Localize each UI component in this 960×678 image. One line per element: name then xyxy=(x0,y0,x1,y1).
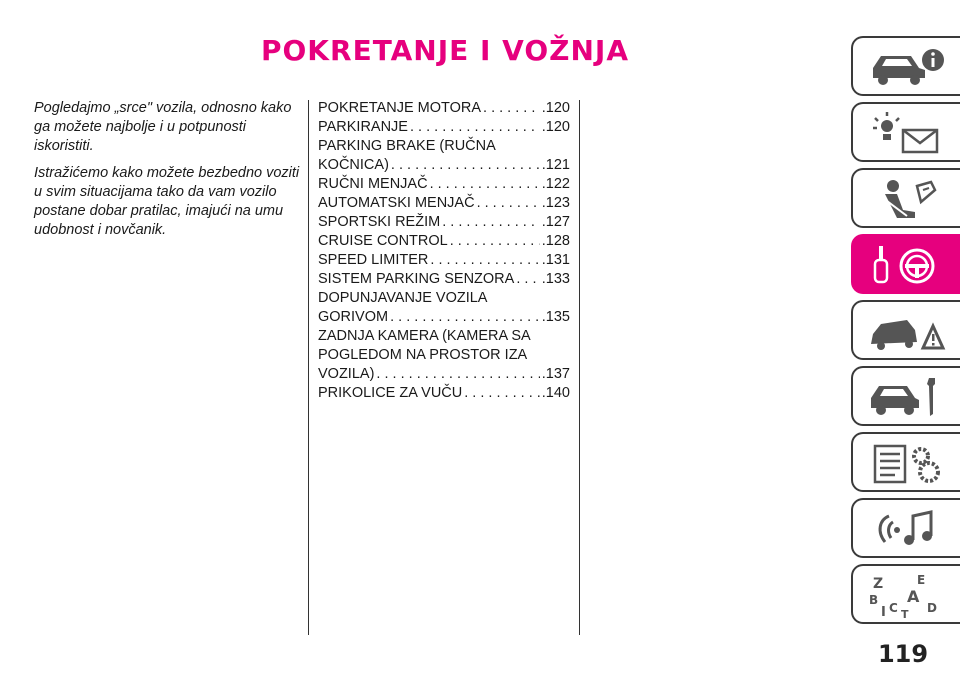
toc-entry-title: CRUISE CONTROL xyxy=(318,233,448,249)
toc-entry-line xyxy=(318,365,570,384)
toc-page-number: .135 xyxy=(541,309,570,325)
toc-dot-leader xyxy=(516,270,539,289)
index-letter: E xyxy=(917,573,926,587)
car-maintenance-icon xyxy=(867,374,947,420)
toc-entry-title: VOZILA) xyxy=(318,366,375,382)
toc-entry[interactable] xyxy=(318,327,570,384)
toc-entry-title: SISTEM PARKING SENZORA xyxy=(318,271,515,287)
toc-entry-title-line: PARKING BRAKE (RUČNA xyxy=(318,138,496,154)
toc-entry-line xyxy=(318,156,570,175)
toc-page-number: .140 xyxy=(541,385,570,401)
tab-starting-and-driving[interactable] xyxy=(851,234,960,294)
toc-entry-title: RUČNI MENJAČ xyxy=(318,176,428,192)
index-letter: Z xyxy=(873,576,884,592)
tab-index[interactable] xyxy=(851,564,960,624)
intro-paragraph: Istražićemo kako možete bezbedno voziti u svim situacijama tako da vam vozilo postane dobar pratilac, imajući na umu udobnost i novčanik. xyxy=(34,165,300,238)
page-number: 119 xyxy=(877,640,929,668)
tab-warning-lights[interactable] xyxy=(851,102,960,162)
toc-page-number: .120 xyxy=(541,119,570,135)
toc-dot-leader xyxy=(376,365,539,384)
toc-page-number: .122 xyxy=(541,176,570,192)
toc-page-number: .120 xyxy=(541,100,570,116)
tab-maintenance[interactable] xyxy=(851,366,960,426)
index-letter: D xyxy=(927,601,937,615)
toc-dot-leader xyxy=(477,194,540,213)
toc-entry[interactable] xyxy=(318,99,570,118)
toc-entry-line xyxy=(318,251,570,270)
column-divider xyxy=(308,100,309,635)
toc-entry-line xyxy=(318,213,570,232)
toc-entry[interactable] xyxy=(318,137,570,175)
alphabetical-index-icon xyxy=(867,572,947,618)
toc-entry-title-line: POGLEDOM NA PROSTOR IZA xyxy=(318,347,528,363)
toc-page-number: .123 xyxy=(541,195,570,211)
toc-entry-line xyxy=(318,99,570,118)
toc-entry-title: AUTOMATSKI MENJAČ xyxy=(318,195,475,211)
toc-entry[interactable] xyxy=(318,175,570,194)
warning-lights-icon xyxy=(867,110,947,156)
car-emergency-icon xyxy=(867,308,947,354)
toc-entry-line xyxy=(318,384,570,403)
toc-dot-leader xyxy=(483,99,540,118)
toc-entry-line xyxy=(318,175,570,194)
table-of-contents xyxy=(318,99,570,403)
toc-page-number: .131 xyxy=(541,252,570,268)
toc-page-number: .128 xyxy=(541,233,570,249)
tab-car-info[interactable] xyxy=(851,36,960,96)
key-steering-wheel-icon xyxy=(867,242,947,288)
index-letter: C xyxy=(889,601,898,615)
toc-entry[interactable] xyxy=(318,251,570,270)
toc-entry-line xyxy=(318,308,570,327)
toc-dot-leader xyxy=(450,232,540,251)
toc-dot-leader xyxy=(442,213,540,232)
toc-page-number: .127 xyxy=(541,214,570,230)
toc-dot-leader xyxy=(430,251,539,270)
toc-entry-title: SPORTSKI REŽIM xyxy=(318,214,441,230)
toc-entry-title: PARKIRANJE xyxy=(318,119,408,135)
toc-entry-title: GORIVOM xyxy=(318,309,389,325)
toc-page-number: .133 xyxy=(541,271,570,287)
toc-dot-leader xyxy=(464,384,540,403)
tab-emergency[interactable] xyxy=(851,300,960,360)
toc-entry-line xyxy=(318,270,570,289)
toc-entry-title: SPEED LIMITER xyxy=(318,252,429,268)
seat-safety-icon xyxy=(867,176,947,222)
technical-data-icon xyxy=(867,440,947,486)
toc-entry[interactable] xyxy=(318,194,570,213)
multimedia-icon xyxy=(867,506,947,552)
toc-entry-title: KOČNICA) xyxy=(318,157,389,173)
tab-seat-safety[interactable] xyxy=(851,168,960,228)
toc-entry[interactable] xyxy=(318,232,570,251)
toc-entry-title-line: DOPUNJAVANJE VOZILA xyxy=(318,290,488,306)
tab-technical-data[interactable] xyxy=(851,432,960,492)
index-letter: I xyxy=(881,605,886,618)
index-letter: T xyxy=(901,608,909,618)
intro-paragraph: Pogledajmo „srce" vozila, odnosno kako ga možete najbolje i u potpunosti iskoristiti. xyxy=(34,100,292,154)
toc-page-number: .121 xyxy=(541,157,570,173)
car-info-icon xyxy=(867,44,947,90)
index-letter: B xyxy=(869,593,879,607)
toc-entry-line xyxy=(318,232,570,251)
toc-entry-line xyxy=(318,118,570,137)
toc-page-number: .137 xyxy=(541,366,570,382)
intro-text xyxy=(34,99,302,248)
toc-entry-line xyxy=(318,194,570,213)
toc-entry-title: POKRETANJE MOTORA xyxy=(318,100,482,116)
toc-dot-leader xyxy=(410,118,540,137)
toc-entry-title: PRIKOLICE ZA VUČU xyxy=(318,385,463,401)
page-title: POKRETANJE I VOŽNJA xyxy=(260,34,629,67)
toc-dot-leader xyxy=(391,156,540,175)
column-divider xyxy=(579,100,580,635)
tab-multimedia[interactable] xyxy=(851,498,960,558)
toc-entry[interactable] xyxy=(318,270,570,289)
toc-entry-title-line: ZADNJA KAMERA (KAMERA SA xyxy=(318,328,531,344)
toc-entry[interactable] xyxy=(318,213,570,232)
toc-entry[interactable] xyxy=(318,118,570,137)
toc-entry[interactable] xyxy=(318,384,570,403)
toc-dot-leader xyxy=(430,175,540,194)
toc-dot-leader xyxy=(390,308,540,327)
toc-entry[interactable] xyxy=(318,289,570,327)
index-letter: A xyxy=(907,587,920,606)
